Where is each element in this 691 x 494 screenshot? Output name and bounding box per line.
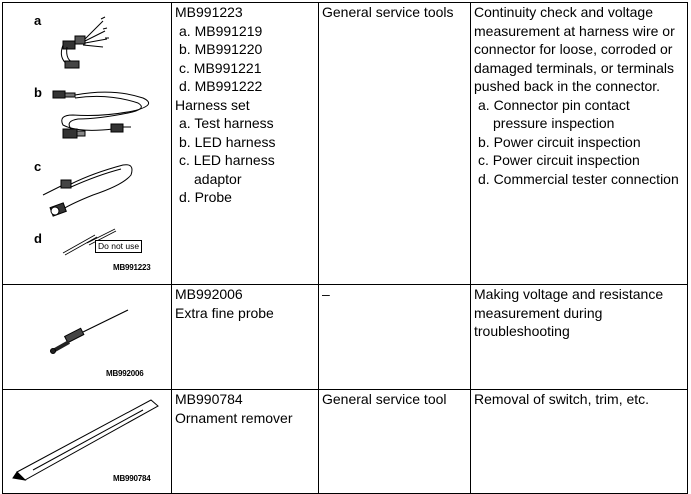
application-item: b. Power circuit inspection <box>478 133 641 150</box>
supersession-text: General service tool <box>322 391 447 407</box>
tool-sub-item: c. MB991221 <box>179 59 262 76</box>
table-row <box>3 3 688 285</box>
tool-id-caption: MB992006 <box>106 369 144 378</box>
table-row <box>3 390 688 494</box>
application-item: pressure inspection <box>493 115 615 131</box>
application-item: c. Power circuit inspection <box>478 152 640 168</box>
tool-illustration-cell <box>3 390 172 494</box>
application-text: Removal of switch, trim, etc. <box>474 391 650 407</box>
tool-sub-item: a. MB991219 <box>179 22 263 39</box>
tool-sub-item: b. MB991220 <box>179 41 263 57</box>
tool-illustration-cell <box>3 285 172 390</box>
supersession-cell <box>319 3 471 285</box>
tool-name: Extra fine probe <box>175 304 274 321</box>
label-a: a <box>34 13 42 28</box>
tool-number-cell <box>172 285 319 390</box>
tool-number-cell <box>172 390 319 494</box>
led-harness-drawing <box>53 91 149 138</box>
label-d: d <box>34 231 42 246</box>
application-text: Making voltage and resistance measurement during troubleshooting <box>474 286 664 339</box>
application-item: d. Commercial tester connection <box>478 170 679 187</box>
label-b: b <box>34 85 42 100</box>
tool-number: MB991223 <box>175 4 243 20</box>
tool-name-item: a. Test harness <box>179 115 274 131</box>
tool-number: MB990784 <box>175 391 243 407</box>
table-row <box>3 285 688 390</box>
supersession-text: General service tools <box>322 4 454 20</box>
supersession-cell <box>319 285 471 390</box>
supersession-cell <box>319 390 471 494</box>
special-tools-table <box>2 2 688 494</box>
tool-name-item: c. LED harness <box>179 152 275 168</box>
tool-id-caption: MB991223 <box>113 263 151 272</box>
do-not-use-tag: Do not use <box>95 240 142 253</box>
tool-name-item: d. Probe <box>179 189 232 205</box>
supersession-text: – <box>322 286 330 302</box>
extra-fine-probe-illustration <box>3 285 171 389</box>
tool-sub-item: d. MB991222 <box>179 78 263 94</box>
application-cell <box>471 390 688 494</box>
tool-name: Ornament remover <box>175 409 293 426</box>
application-item: a. Connector pin contact <box>478 96 630 113</box>
application-cell <box>471 3 688 285</box>
application-text: Continuity check and voltage measurement at harness wire or connector for loose, corroded or damaged terminals, or terminals pushed back in the connector. <box>474 4 675 94</box>
tool-number-cell <box>172 3 319 285</box>
led-adaptor-drawing <box>43 165 132 216</box>
tool-number: MB992006 <box>175 286 243 302</box>
label-c: c <box>34 159 42 174</box>
tool-name-item: b. LED harness <box>179 133 276 150</box>
tool-illustration-cell <box>3 3 172 285</box>
tool-id-caption: MB990784 <box>113 474 151 483</box>
application-cell <box>471 285 688 390</box>
tool-name: Harness set <box>175 96 250 113</box>
tool-name-item: adaptor <box>194 170 242 187</box>
test-harness-drawing <box>61 17 109 68</box>
harness-set-illustration <box>3 3 171 285</box>
